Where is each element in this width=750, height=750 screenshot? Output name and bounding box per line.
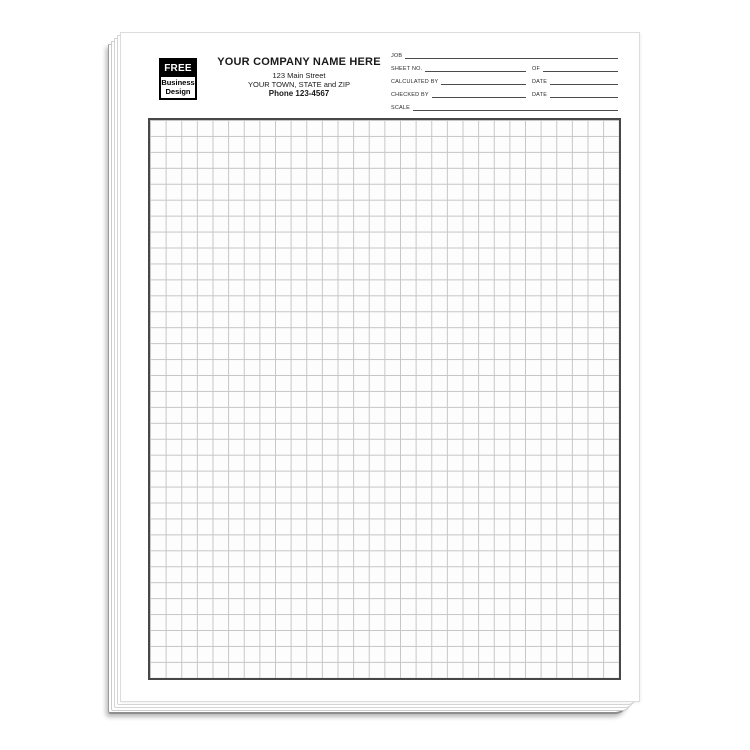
job-label: JOB (391, 53, 403, 59)
calculated-by-blank-line (441, 84, 526, 85)
date-label: DATE (532, 92, 548, 98)
form-row-scale (391, 99, 618, 112)
date-blank-line (550, 84, 618, 85)
company-street: 123 Main Street (272, 71, 326, 80)
scale-blank-line (413, 110, 618, 111)
paper-pad (120, 32, 640, 702)
header-form (391, 47, 618, 112)
form-col2 (532, 92, 618, 99)
date-blank-line (550, 97, 618, 98)
form-row-job (391, 47, 618, 60)
graph-grid (148, 118, 621, 680)
scale-label: SCALE (391, 105, 411, 111)
form-col2 (532, 66, 618, 73)
form-row-calculated-by (391, 73, 618, 86)
company-phone: Phone 123-4567 (268, 89, 330, 98)
logo-subtitle (161, 77, 195, 98)
form-col2 (532, 79, 618, 86)
job-blank-line (405, 58, 618, 59)
checked-by-blank-line (432, 97, 526, 98)
logo-design-label: Design (165, 86, 191, 96)
logo-business-label: Business (161, 78, 195, 87)
company-name: YOUR COMPANY NAME HERE (217, 56, 381, 68)
sheet-no-blank-line (425, 71, 526, 72)
date-label: DATE (532, 79, 548, 85)
sheet-no-label: SHEET NO. (391, 66, 423, 72)
of-blank-line (543, 71, 618, 72)
company-block (199, 56, 399, 99)
logo-free-label: FREE (161, 60, 195, 77)
checked-by-label: CHECKED BY (391, 92, 429, 98)
calculated-by-label: CALCULATED BY (391, 79, 439, 85)
of-label: OF (532, 66, 541, 72)
top-sheet (120, 32, 640, 702)
company-city: YOUR TOWN, STATE and ZIP (248, 80, 350, 89)
free-business-design-logo (159, 58, 197, 100)
form-row-checked-by (391, 86, 618, 99)
form-row-sheet-no (391, 60, 618, 73)
